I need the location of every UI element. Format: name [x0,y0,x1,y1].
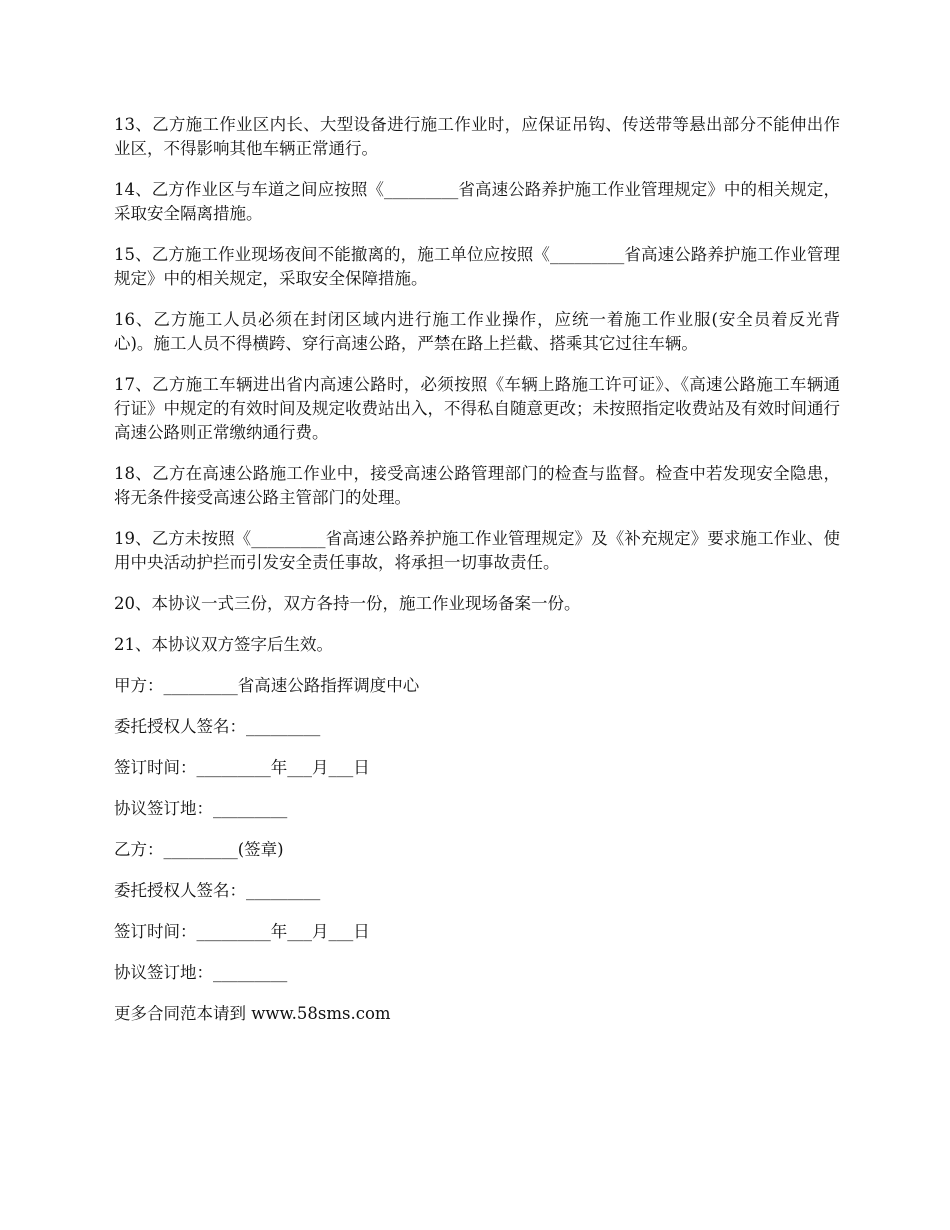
clause-13: 13、乙方施工作业区内长、大型设备进行施工作业时，应保证吊钩、传送带等悬出部分不能伸出作业区，不得影响其他车辆正常通行。 [114,115,840,158]
clause-17: 17、乙方施工车辆进出省内高速公路时，必须按照《车辆上路施工许可证》、《高速公路施工车辆通行证》中规定的有效时间及规定收费站出入，不得私自随意更改；未按照指定收费站及有效时间通行高速公路则正常缴纳通行费。 [114,375,840,442]
clause-15: 15、乙方施工作业现场夜间不能撤离的，施工单位应按照《_________省高速公路养护施工作业管理规定》中的相关规定，采取安全保障措施。 [114,245,840,288]
clause-20: 20、本协议一式三份，双方各持一份，施工作业现场备案一份。 [114,594,581,613]
party-a-signer-line: 委托授权人签名：_________ [114,717,321,736]
party-a-place-line: 协议签订地：_________ [114,799,288,818]
clause-18: 18、乙方在高速公路施工作业中，接受高速公路管理部门的检查与监督。检查中若发现安全隐患，将无条件接受高速公路主管部门的处理。 [114,464,840,507]
clause-16: 16、乙方施工人员必须在封闭区域内进行施工作业操作，应统一着施工作业服(安全员着反光背心)。施工人员不得横跨、穿行高速公路，严禁在路上拦截、搭乘其它过往车辆。 [114,310,840,353]
party-a-line: 甲方：_________省高速公路指挥调度中心 [114,676,420,695]
clause-21: 21、本协议双方签字后生效。 [114,635,333,654]
document-page [114,113,840,1043]
clause-14: 14、乙方作业区与车道之间应按照《_________省高速公路养护施工作业管理规定》中的相关规定，采取安全隔离措施。 [114,180,840,223]
party-b-place-line: 协议签订地：_________ [114,963,288,982]
party-a-date-line: 签订时间：_________年___月___日 [114,758,370,777]
clause-19: 19、乙方未按照《_________省高速公路养护施工作业管理规定》及《补充规定》要求施工作业、使用中央活动护拦而引发安全责任事故，将承担一切事故责任。 [114,529,840,572]
party-b-line: 乙方：_________(签章) [114,840,284,859]
footer-note: 更多合同范本请到 www.58sms.com [114,1004,391,1023]
party-b-signer-line: 委托授权人签名：_________ [114,881,321,900]
party-b-date-line: 签订时间：_________年___月___日 [114,922,370,941]
